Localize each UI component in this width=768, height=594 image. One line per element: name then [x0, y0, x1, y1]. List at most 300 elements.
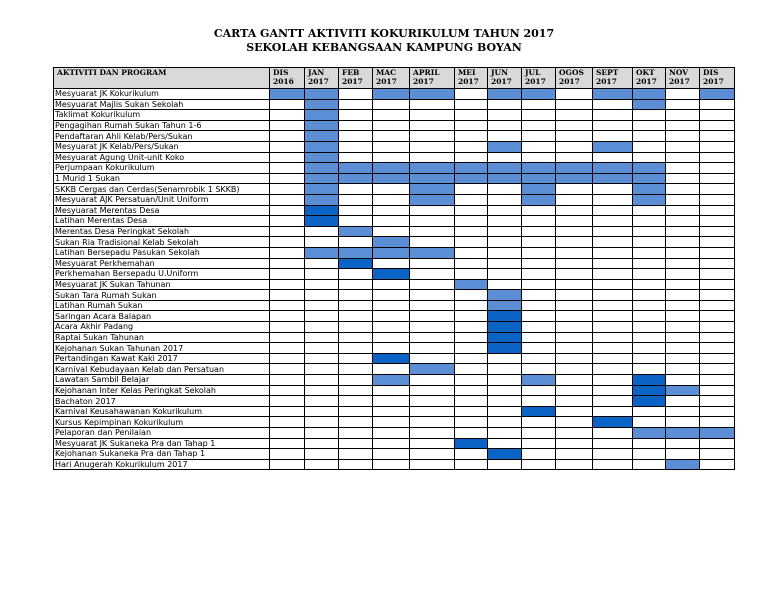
- gantt-empty-cell: [593, 385, 633, 396]
- gantt-empty-cell: [339, 385, 373, 396]
- table-row: [54, 247, 735, 258]
- gantt-empty-cell: [700, 205, 735, 216]
- gantt-bar-cell: [373, 375, 410, 386]
- activity-label: Pelaporan dan Penilaian: [54, 428, 270, 439]
- gantt-empty-cell: [556, 449, 593, 460]
- gantt-empty-cell: [373, 438, 410, 449]
- gantt-empty-cell: [410, 237, 455, 248]
- month-year: 2017: [669, 77, 690, 86]
- gantt-empty-cell: [488, 99, 522, 110]
- gantt-empty-cell: [633, 110, 666, 121]
- gantt-empty-cell: [522, 417, 556, 428]
- gantt-empty-cell: [410, 110, 455, 121]
- gantt-empty-cell: [522, 364, 556, 375]
- gantt-empty-cell: [488, 110, 522, 121]
- gantt-empty-cell: [455, 247, 488, 258]
- activity-header: AKTIVITI DAN PROGRAM: [54, 68, 270, 89]
- gantt-empty-cell: [593, 332, 633, 343]
- gantt-empty-cell: [556, 375, 593, 386]
- gantt-empty-cell: [305, 459, 339, 470]
- gantt-empty-cell: [455, 290, 488, 301]
- gantt-empty-cell: [339, 417, 373, 428]
- gantt-empty-cell: [593, 353, 633, 364]
- gantt-empty-cell: [556, 406, 593, 417]
- table-row: [54, 353, 735, 364]
- gantt-empty-cell: [633, 322, 666, 333]
- gantt-empty-cell: [455, 385, 488, 396]
- gantt-empty-cell: [522, 353, 556, 364]
- gantt-bar-cell: [666, 385, 700, 396]
- gantt-bar-cell: [305, 89, 339, 100]
- gantt-empty-cell: [455, 216, 488, 227]
- gantt-bar-cell: [488, 173, 522, 184]
- gantt-empty-cell: [455, 417, 488, 428]
- gantt-empty-cell: [373, 406, 410, 417]
- gantt-empty-cell: [373, 216, 410, 227]
- gantt-empty-cell: [666, 269, 700, 280]
- gantt-bar-cell-dark: [488, 343, 522, 354]
- gantt-empty-cell: [666, 141, 700, 152]
- gantt-empty-cell: [666, 406, 700, 417]
- table-row: [54, 163, 735, 174]
- table-row: [54, 364, 735, 375]
- gantt-empty-cell: [410, 406, 455, 417]
- gantt-empty-cell: [633, 237, 666, 248]
- gantt-empty-cell: [593, 322, 633, 333]
- gantt-empty-cell: [633, 290, 666, 301]
- table-row: [54, 428, 735, 439]
- gantt-bar-cell: [593, 141, 633, 152]
- gantt-bar-cell: [410, 163, 455, 174]
- gantt-empty-cell: [339, 99, 373, 110]
- gantt-empty-cell: [700, 417, 735, 428]
- gantt-empty-cell: [339, 237, 373, 248]
- gantt-empty-cell: [305, 258, 339, 269]
- gantt-empty-cell: [410, 428, 455, 439]
- gantt-bar-cell: [593, 173, 633, 184]
- gantt-empty-cell: [556, 290, 593, 301]
- gantt-bar-cell: [410, 184, 455, 195]
- gantt-bar-cell: [488, 290, 522, 301]
- gantt-empty-cell: [373, 428, 410, 439]
- activity-label: Kejohanan Sukaneka Pra dan Tahap 1: [54, 449, 270, 460]
- gantt-bar-cell: [522, 89, 556, 100]
- gantt-empty-cell: [633, 438, 666, 449]
- gantt-empty-cell: [666, 152, 700, 163]
- gantt-empty-cell: [666, 279, 700, 290]
- gantt-empty-cell: [373, 279, 410, 290]
- gantt-bar-cell: [305, 173, 339, 184]
- gantt-empty-cell: [339, 322, 373, 333]
- table-row: [54, 194, 735, 205]
- gantt-empty-cell: [410, 269, 455, 280]
- gantt-empty-cell: [270, 237, 305, 248]
- gantt-empty-cell: [700, 152, 735, 163]
- gantt-bar-cell: [666, 459, 700, 470]
- table-row: [54, 406, 735, 417]
- header-row: [54, 68, 735, 89]
- gantt-empty-cell: [700, 141, 735, 152]
- gantt-empty-cell: [270, 332, 305, 343]
- month-year: 2017: [596, 77, 617, 86]
- gantt-empty-cell: [410, 279, 455, 290]
- gantt-empty-cell: [270, 290, 305, 301]
- gantt-empty-cell: [666, 322, 700, 333]
- gantt-bar-cell: [305, 110, 339, 121]
- gantt-bar-cell-dark: [593, 417, 633, 428]
- month-year: 2017: [703, 77, 724, 86]
- gantt-empty-cell: [593, 459, 633, 470]
- gantt-empty-cell: [556, 343, 593, 354]
- gantt-empty-cell: [270, 311, 305, 322]
- gantt-empty-cell: [339, 89, 373, 100]
- gantt-empty-cell: [522, 205, 556, 216]
- month-label: JUL: [525, 68, 541, 77]
- gantt-empty-cell: [593, 194, 633, 205]
- month-label: NOV: [669, 68, 689, 77]
- gantt-bar-cell-dark: [339, 258, 373, 269]
- gantt-bar-cell-dark: [373, 269, 410, 280]
- gantt-empty-cell: [593, 237, 633, 248]
- gantt-empty-cell: [339, 300, 373, 311]
- activity-label: Pertandingan Kawat Kaki 2017: [54, 353, 270, 364]
- gantt-empty-cell: [373, 141, 410, 152]
- gantt-empty-cell: [410, 353, 455, 364]
- gantt-bar-cell: [373, 173, 410, 184]
- gantt-empty-cell: [455, 396, 488, 407]
- gantt-empty-cell: [700, 332, 735, 343]
- gantt-empty-cell: [593, 406, 633, 417]
- gantt-empty-cell: [700, 120, 735, 131]
- gantt-empty-cell: [593, 449, 633, 460]
- gantt-empty-cell: [305, 406, 339, 417]
- gantt-empty-cell: [666, 438, 700, 449]
- gantt-empty-cell: [700, 438, 735, 449]
- gantt-empty-cell: [410, 205, 455, 216]
- gantt-empty-cell: [305, 269, 339, 280]
- gantt-empty-cell: [593, 375, 633, 386]
- gantt-empty-cell: [270, 353, 305, 364]
- gantt-empty-cell: [339, 311, 373, 322]
- gantt-empty-cell: [633, 459, 666, 470]
- month-label: SEPT: [596, 68, 619, 77]
- gantt-empty-cell: [593, 396, 633, 407]
- gantt-empty-cell: [455, 428, 488, 439]
- month-label: FEB: [342, 68, 360, 77]
- gantt-empty-cell: [410, 131, 455, 142]
- gantt-empty-cell: [270, 205, 305, 216]
- gantt-empty-cell: [270, 364, 305, 375]
- gantt-empty-cell: [410, 311, 455, 322]
- gantt-empty-cell: [373, 152, 410, 163]
- gantt-bar-cell: [305, 120, 339, 131]
- gantt-empty-cell: [488, 353, 522, 364]
- gantt-empty-cell: [373, 385, 410, 396]
- gantt-table: [53, 67, 735, 470]
- gantt-empty-cell: [373, 258, 410, 269]
- table-row: [54, 141, 735, 152]
- activity-label: Kejohanan Sukan Tahunan 2017: [54, 343, 270, 354]
- gantt-empty-cell: [305, 438, 339, 449]
- gantt-empty-cell: [666, 449, 700, 460]
- gantt-empty-cell: [410, 258, 455, 269]
- gantt-empty-cell: [339, 353, 373, 364]
- gantt-empty-cell: [488, 406, 522, 417]
- gantt-empty-cell: [455, 258, 488, 269]
- table-row: [54, 89, 735, 100]
- gantt-empty-cell: [700, 353, 735, 364]
- gantt-empty-cell: [455, 406, 488, 417]
- gantt-bar-cell-dark: [488, 322, 522, 333]
- gantt-empty-cell: [270, 131, 305, 142]
- activity-label: Lawatan Sambil Belajar: [54, 375, 270, 386]
- table-row: [54, 216, 735, 227]
- gantt-empty-cell: [700, 131, 735, 142]
- gantt-empty-cell: [270, 226, 305, 237]
- gantt-empty-cell: [305, 364, 339, 375]
- gantt-empty-cell: [593, 110, 633, 121]
- gantt-empty-cell: [633, 279, 666, 290]
- table-row: [54, 184, 735, 195]
- month-year: 2017: [376, 77, 397, 86]
- month-header: [455, 68, 488, 89]
- gantt-empty-cell: [339, 279, 373, 290]
- gantt-empty-cell: [339, 364, 373, 375]
- gantt-empty-cell: [700, 375, 735, 386]
- gantt-empty-cell: [666, 311, 700, 322]
- gantt-empty-cell: [339, 343, 373, 354]
- table-row: [54, 279, 735, 290]
- gantt-empty-cell: [455, 459, 488, 470]
- gantt-empty-cell: [410, 449, 455, 460]
- gantt-empty-cell: [410, 438, 455, 449]
- gantt-empty-cell: [373, 459, 410, 470]
- gantt-empty-cell: [488, 152, 522, 163]
- gantt-empty-cell: [339, 396, 373, 407]
- gantt-bar-cell: [556, 173, 593, 184]
- month-header: [488, 68, 522, 89]
- gantt-bar-cell: [305, 163, 339, 174]
- month-header: [305, 68, 339, 89]
- gantt-bar-cell: [633, 194, 666, 205]
- gantt-empty-cell: [700, 343, 735, 354]
- table-row: [54, 300, 735, 311]
- gantt-empty-cell: [522, 311, 556, 322]
- gantt-empty-cell: [373, 417, 410, 428]
- month-year: 2017: [342, 77, 363, 86]
- gantt-empty-cell: [373, 332, 410, 343]
- activity-label: Latihan Rumah Sukan: [54, 300, 270, 311]
- gantt-empty-cell: [488, 194, 522, 205]
- gantt-empty-cell: [556, 184, 593, 195]
- gantt-empty-cell: [305, 322, 339, 333]
- gantt-empty-cell: [305, 375, 339, 386]
- gantt-empty-cell: [373, 300, 410, 311]
- gantt-empty-cell: [593, 343, 633, 354]
- gantt-empty-cell: [410, 417, 455, 428]
- activity-label: Taklimat Kokurikulum: [54, 110, 270, 121]
- activity-label: Mesyuarat Agung Unit-unit Koko: [54, 152, 270, 163]
- activity-label: Sukan Ria Tradisional Kelab Sekolah: [54, 237, 270, 248]
- gantt-empty-cell: [373, 110, 410, 121]
- gantt-empty-cell: [700, 300, 735, 311]
- gantt-bar-cell-dark: [522, 406, 556, 417]
- gantt-empty-cell: [666, 258, 700, 269]
- activity-label: SKKB Cergas dan Cerdas(Senamrobik 1 SKKB): [54, 184, 270, 195]
- gantt-empty-cell: [593, 428, 633, 439]
- month-year: 2017: [525, 77, 546, 86]
- gantt-empty-cell: [410, 332, 455, 343]
- gantt-bar-cell: [339, 163, 373, 174]
- table-row: [54, 459, 735, 470]
- table-row: [54, 290, 735, 301]
- activity-label: Mesyuarat Merentas Desa: [54, 205, 270, 216]
- gantt-empty-cell: [488, 247, 522, 258]
- month-label: JAN: [308, 68, 325, 77]
- gantt-empty-cell: [666, 131, 700, 142]
- month-header: [666, 68, 700, 89]
- gantt-empty-cell: [700, 226, 735, 237]
- gantt-empty-cell: [522, 385, 556, 396]
- gantt-empty-cell: [455, 353, 488, 364]
- gantt-empty-cell: [556, 311, 593, 322]
- gantt-bar-cell: [373, 237, 410, 248]
- gantt-empty-cell: [270, 438, 305, 449]
- gantt-empty-cell: [410, 120, 455, 131]
- gantt-empty-cell: [305, 332, 339, 343]
- gantt-empty-cell: [270, 343, 305, 354]
- gantt-empty-cell: [339, 428, 373, 439]
- gantt-empty-cell: [373, 290, 410, 301]
- gantt-empty-cell: [522, 343, 556, 354]
- month-label: MAC: [376, 68, 397, 77]
- table-row: [54, 99, 735, 110]
- table-row: [54, 385, 735, 396]
- gantt-empty-cell: [373, 131, 410, 142]
- gantt-empty-cell: [270, 385, 305, 396]
- gantt-empty-cell: [593, 184, 633, 195]
- gantt-empty-cell: [373, 205, 410, 216]
- gantt-bar-cell-dark: [488, 311, 522, 322]
- school-name: SEKOLAH KEBANGSAAN KAMPUNG BOYAN: [246, 41, 522, 54]
- month-year: 2016: [273, 77, 294, 86]
- gantt-empty-cell: [373, 364, 410, 375]
- activity-label: Latihan Bersepadu Pasukan Sekolah: [54, 247, 270, 258]
- gantt-empty-cell: [556, 152, 593, 163]
- gantt-empty-cell: [556, 417, 593, 428]
- month-header: [522, 68, 556, 89]
- gantt-empty-cell: [633, 353, 666, 364]
- gantt-empty-cell: [305, 311, 339, 322]
- gantt-empty-cell: [522, 216, 556, 227]
- gantt-empty-cell: [556, 216, 593, 227]
- month-label: APRIL: [413, 68, 440, 77]
- gantt-empty-cell: [556, 364, 593, 375]
- gantt-bar-cell: [556, 163, 593, 174]
- gantt-empty-cell: [455, 311, 488, 322]
- gantt-bar-cell: [373, 163, 410, 174]
- month-year: 2017: [458, 77, 479, 86]
- gantt-bar-cell: [410, 89, 455, 100]
- gantt-empty-cell: [593, 300, 633, 311]
- gantt-empty-cell: [633, 364, 666, 375]
- gantt-empty-cell: [455, 152, 488, 163]
- table-row: [54, 173, 735, 184]
- gantt-empty-cell: [455, 226, 488, 237]
- gantt-empty-cell: [488, 205, 522, 216]
- gantt-empty-cell: [522, 322, 556, 333]
- gantt-empty-cell: [522, 226, 556, 237]
- gantt-empty-cell: [556, 237, 593, 248]
- gantt-empty-cell: [488, 375, 522, 386]
- gantt-empty-cell: [455, 120, 488, 131]
- month-header: [410, 68, 455, 89]
- activity-label: Mesyuarat AJK Persatuan/Unit Uniform: [54, 194, 270, 205]
- gantt-empty-cell: [488, 184, 522, 195]
- gantt-bar-cell: [593, 89, 633, 100]
- gantt-empty-cell: [410, 343, 455, 354]
- gantt-empty-cell: [522, 99, 556, 110]
- gantt-empty-cell: [666, 247, 700, 258]
- gantt-empty-cell: [339, 110, 373, 121]
- gantt-empty-cell: [339, 194, 373, 205]
- gantt-empty-cell: [410, 141, 455, 152]
- gantt-bar-cell-dark: [305, 205, 339, 216]
- gantt-bar-cell: [305, 152, 339, 163]
- gantt-empty-cell: [270, 258, 305, 269]
- table-row: [54, 375, 735, 386]
- table-row: [54, 226, 735, 237]
- gantt-empty-cell: [666, 375, 700, 386]
- gantt-bar-cell: [488, 163, 522, 174]
- month-label: DIS: [703, 68, 719, 77]
- gantt-empty-cell: [455, 141, 488, 152]
- month-header: [700, 68, 735, 89]
- gantt-empty-cell: [410, 152, 455, 163]
- gantt-bar-cell: [410, 364, 455, 375]
- gantt-empty-cell: [305, 290, 339, 301]
- gantt-bar-cell-dark: [488, 449, 522, 460]
- gantt-empty-cell: [633, 226, 666, 237]
- gantt-bar-cell: [339, 173, 373, 184]
- gantt-empty-cell: [556, 247, 593, 258]
- activity-label: Perkhemahan Bersepadu U.Uniform: [54, 269, 270, 280]
- activity-label: Acara Akhir Padang: [54, 322, 270, 333]
- gantt-empty-cell: [700, 449, 735, 460]
- gantt-bar-cell: [633, 428, 666, 439]
- gantt-empty-cell: [666, 216, 700, 227]
- gantt-empty-cell: [522, 290, 556, 301]
- month-year: 2017: [308, 77, 329, 86]
- gantt-empty-cell: [339, 120, 373, 131]
- gantt-empty-cell: [666, 237, 700, 248]
- gantt-empty-cell: [270, 406, 305, 417]
- gantt-empty-cell: [410, 375, 455, 386]
- gantt-empty-cell: [455, 110, 488, 121]
- gantt-empty-cell: [455, 300, 488, 311]
- gantt-empty-cell: [270, 173, 305, 184]
- gantt-empty-cell: [556, 353, 593, 364]
- gantt-empty-cell: [339, 438, 373, 449]
- gantt-bar-cell: [488, 89, 522, 100]
- activity-label: Latihan Merentas Desa: [54, 216, 270, 227]
- gantt-empty-cell: [522, 279, 556, 290]
- gantt-empty-cell: [666, 194, 700, 205]
- gantt-empty-cell: [700, 110, 735, 121]
- gantt-empty-cell: [556, 385, 593, 396]
- gantt-empty-cell: [410, 216, 455, 227]
- activity-label: Kejohanan Inter Kelas Peringkat Sekolah: [54, 385, 270, 396]
